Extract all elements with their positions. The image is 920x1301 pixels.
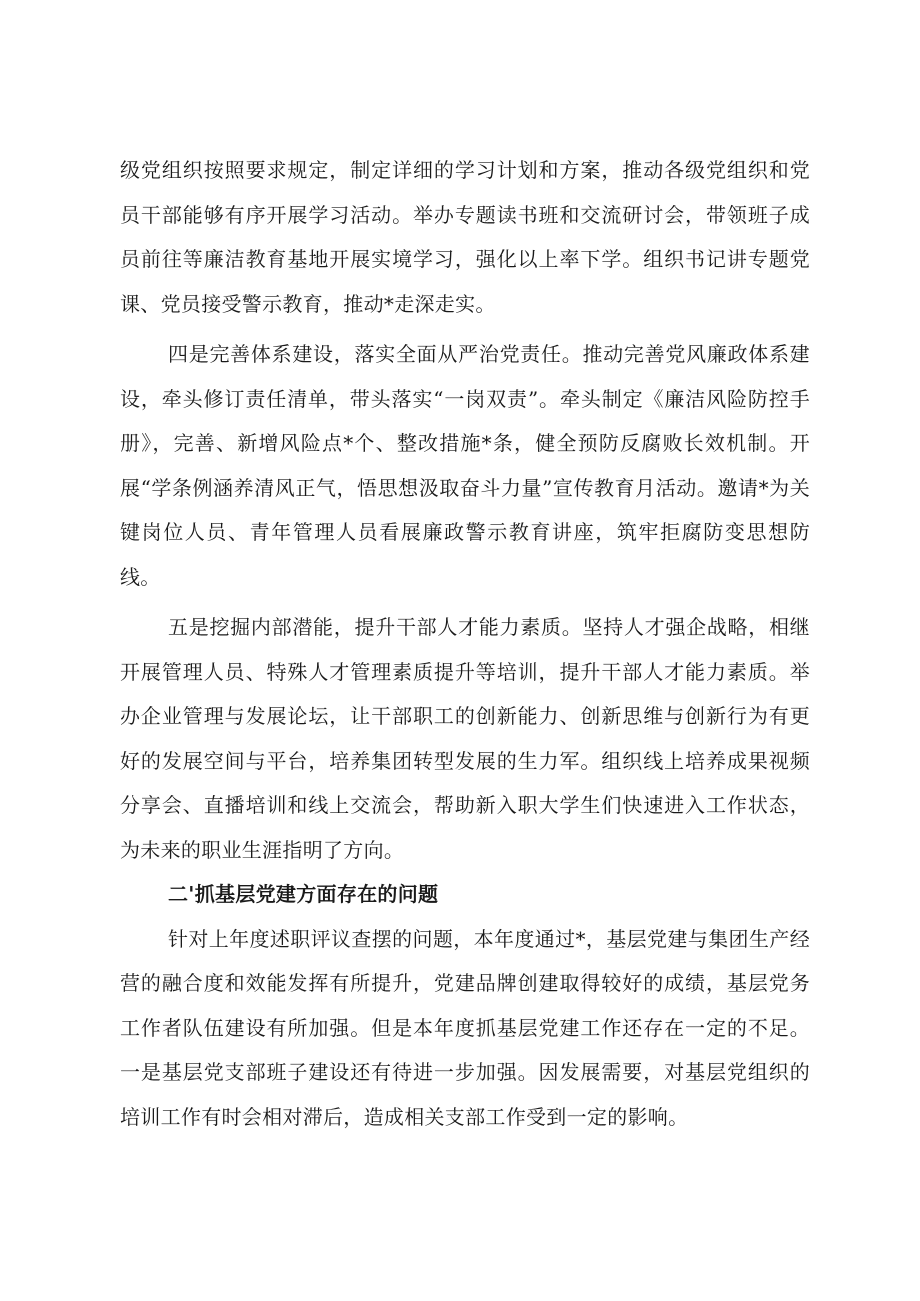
section-heading-problems: 二'抓基层党建方面存在的问题 xyxy=(168,882,439,906)
paragraph-system-building: 四是完善体系建设，落实全面从严治党责任。推动完善党风廉政体系建设，牵头修订责任清单，带头落实“一岗双责”。牵头制定《廉洁风险防控手册》，完善、新增风险点*个、整改措施*条，健全预防反腐败长效机制。开展“学条例涵养清风正气，悟思想汲取奋斗力量”宣传教育月活动。邀请*为关键岗位人员、青年管理人员看展廉政警示教育讲座，筑牢拒腐防变思想防线。 xyxy=(120,342,810,589)
paragraph-talent-potential: 五是挖掘内部潜能，提升干部人才能力素质。坚持人才强企战略，相继开展管理人员、特殊人才管理素质提升等培训，提升干部人才能力素质。举办企业管理与发展论坛，让干部职工的创新能力、创新思维与创新行为有更好的发展空间与平台，培养集团转型发展的生力军。组织线上培养成果视频分享会、直播培训和线上交流会，帮助新入职大学生们快速进入工作状态，为未来的职业生涯指明了方向。 xyxy=(120,615,810,862)
paragraph-problems: 针对上年度述职评议查摆的问题，本年度通过*，基层党建与集团生产经营的融合度和效能发挥有所提升，党建品牌创建取得较好的成绩，基层党务工作者队伍建设有所加强。但是本年度抓基层党建工作还存在一定的不足。一是基层党支部班子建设还有待进一步加强。因发展需要，对基层党组织的培训工作有时会相对滞后，造成相关支部工作受到一定的影响。 xyxy=(120,926,810,1129)
paragraph-study-plan: 级党组织按照要求规定，制定详细的学习计划和方案，推动各级党组织和党员干部能够有序开展学习活动。举办专题读书班和交流研讨会，带领班子成员前往等廉洁教育基地开展实境学习，强化以上率下学。组织书记讲专题党课、党员接受警示教育，推动*走深走实。 xyxy=(120,158,810,316)
document-body xyxy=(120,148,810,1139)
